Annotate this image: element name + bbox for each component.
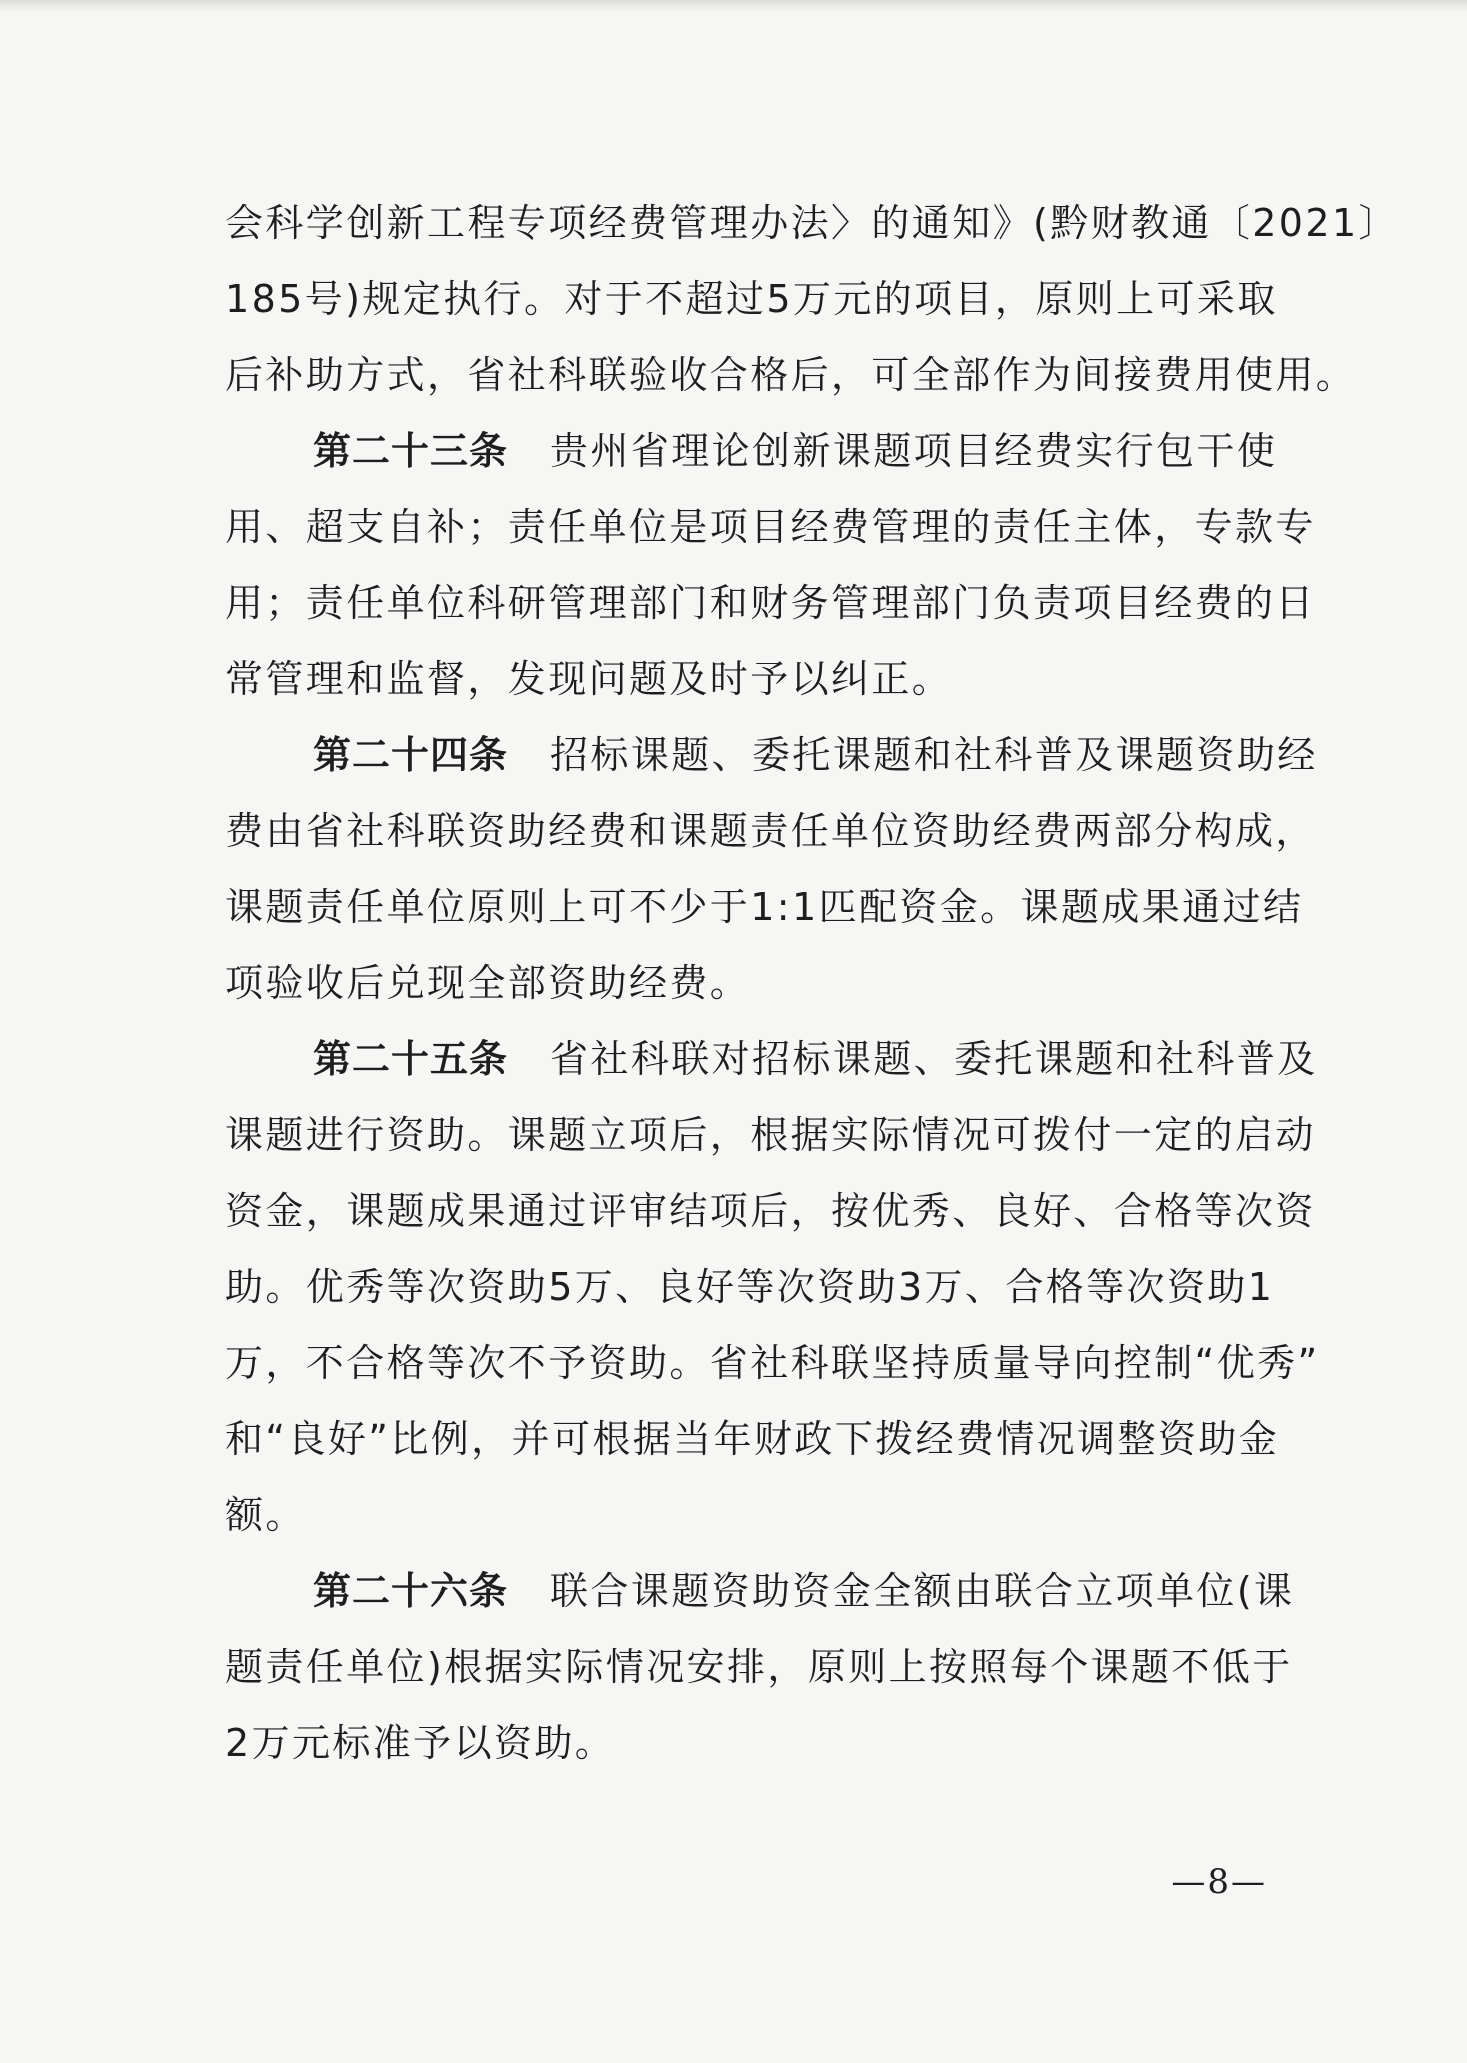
article-24-first-line: [225, 717, 1320, 793]
article-23-line: 用；责任单位科研管理部门和财务管理部门负责项目经费的日: [225, 581, 1316, 625]
article-24-line: 项验收后兑现全部资助经费。: [225, 961, 751, 1005]
article-26-line: 题责任单位)根据实际情况安排，原则上按照每个课题不低于: [225, 1645, 1293, 1689]
article-24-text: 招标课题、委托课题和社科普及课题资助经: [550, 733, 1318, 777]
article-25-line: 万，不合格等次不予资助。省社科联坚持质量导向控制“优秀”: [225, 1341, 1320, 1385]
scan-edge: [0, 0, 1467, 12]
article-23-label: 第二十三条: [313, 429, 509, 473]
article-26-line: 2万元标准予以资助。: [225, 1721, 616, 1765]
page-number: —8—: [1171, 1862, 1267, 1902]
article-23-line: 常管理和监督，发现问题及时予以纠正。: [225, 657, 953, 701]
article-25-line: 和“良好”比例，并可根据当年财政下拨经费情况调整资助金: [225, 1417, 1280, 1461]
article-25-first-line: [225, 1021, 1320, 1097]
article-24-line: 课题责任单位原则上可不少于1:1匹配资金。课题成果通过结: [225, 885, 1304, 929]
article-25-text: 省社科联对招标课题、委托课题和社科普及: [550, 1037, 1318, 1081]
paragraph-line: 185号)规定执行。对于不超过5万元的项目，原则上可采取: [225, 277, 1278, 321]
paragraph-line: 会科学创新工程专项经费管理办法〉的通知》(黔财教通〔2021〕: [225, 201, 1399, 245]
article-26-first-line: [225, 1553, 1320, 1629]
paragraph-line: 后补助方式，省社科联验收合格后，可全部作为间接费用使用。: [225, 353, 1357, 397]
article-26-text: 联合课题资助资金全额由联合立项单位(课: [550, 1569, 1295, 1613]
article-25-line: 助。优秀等次资助5万、良好等次资助3万、合格等次资助1: [225, 1265, 1275, 1309]
article-23-first-line: [225, 413, 1320, 489]
document-body: [225, 185, 1399, 1781]
article-25-line: 资金，课题成果通过评审结项后，按优秀、良好、合格等次资: [225, 1189, 1316, 1233]
article-23-text: 贵州省理论创新课题项目经费实行包干使: [550, 429, 1278, 473]
article-23-line: 用、超支自补；责任单位是项目经费管理的责任主体，专款专: [225, 505, 1316, 549]
article-24-line: 费由省社科联资助经费和课题责任单位资助经费两部分构成，: [225, 809, 1316, 853]
article-25-line: 课题进行资助。课题立项后，根据实际情况可拨付一定的启动: [225, 1113, 1316, 1157]
article-24-label: 第二十四条: [313, 733, 509, 777]
article-25-line: 额。: [225, 1493, 306, 1537]
article-26-label: 第二十六条: [313, 1569, 509, 1613]
article-25-label: 第二十五条: [313, 1037, 509, 1081]
